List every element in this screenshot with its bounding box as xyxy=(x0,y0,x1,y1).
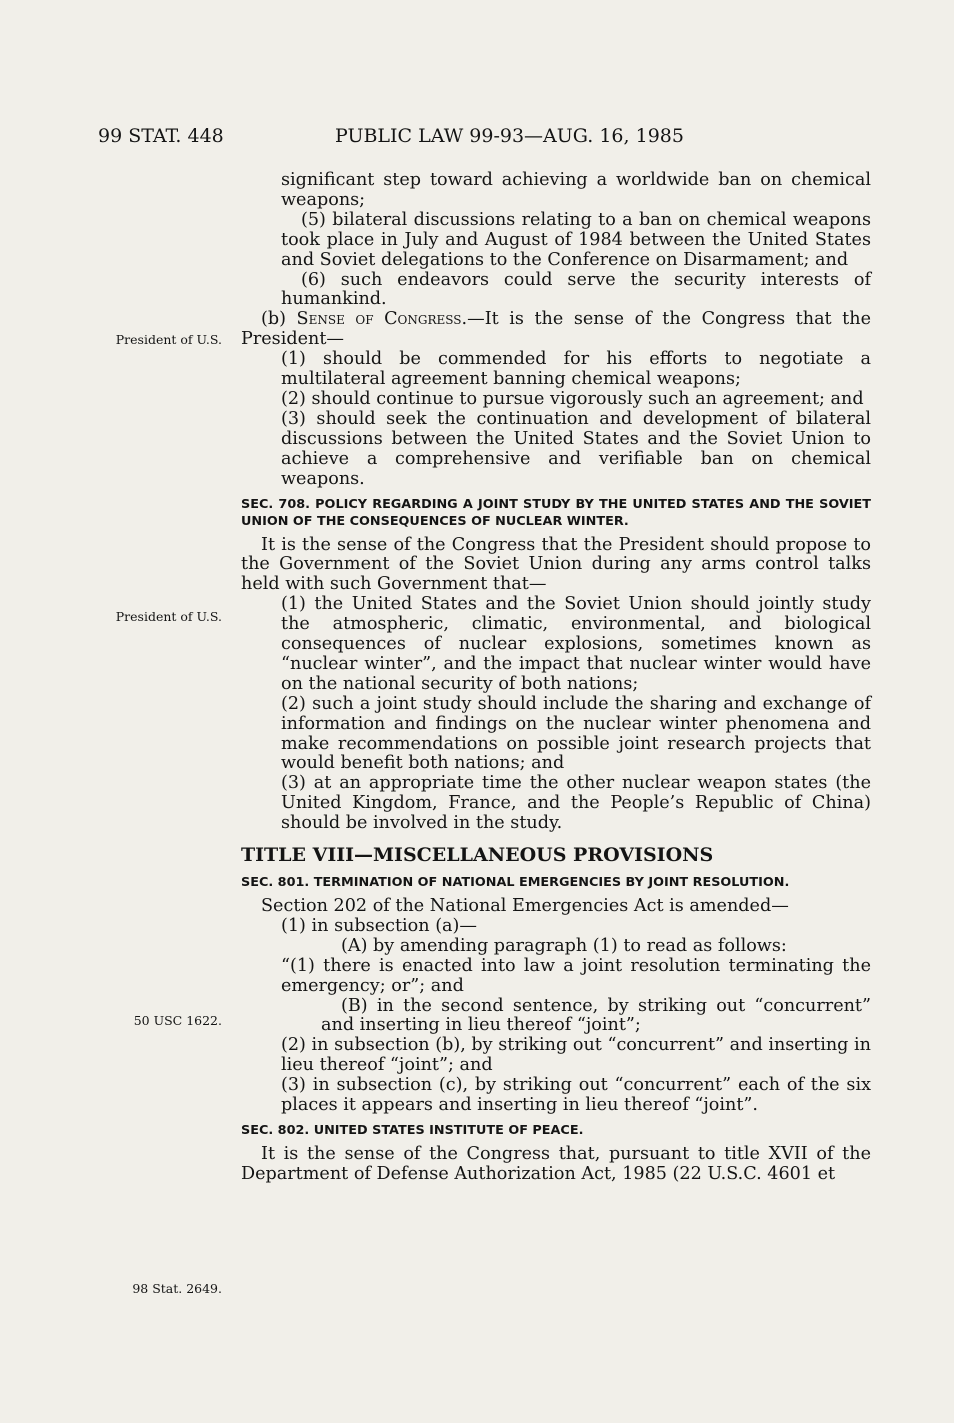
running-header: PUBLIC LAW 99-93—AUG. 16, 1985 xyxy=(335,125,684,147)
paragraph: (2) should continue to pursue vigorously such an agreement; and xyxy=(281,388,864,409)
margin-note: 50 USC 1622. xyxy=(133,1013,222,1028)
paragraph: (3) at an appropriate time the other nuclear weapon states (the United Kingdom, France, and the People’s Republic of China) should be involved in the study. xyxy=(281,773,871,834)
subsection-label: (b) xyxy=(261,309,297,330)
section-heading: SEC. 708. POLICY REGARDING A JOINT STUDY BY THE UNITED STATES AND THE SOVIET UNION OF THE CONSEQUENCES OF NUCLEAR WINTER. xyxy=(241,496,871,529)
subsection-text: .—It is the sense of the Congress that the President— xyxy=(241,309,871,350)
paragraph: (6) such endeavors could serve the security interests of humankind. xyxy=(281,269,871,310)
margin-note: President of U.S. xyxy=(115,609,222,624)
paragraph: (B) in the second sentence, by striking out “concurrent” and inserting in lieu thereof “joint”; xyxy=(321,995,871,1036)
paragraph: Section 202 of the National Emergencies Act is amended— xyxy=(261,896,789,916)
paragraph: It is the sense of the Congress that the President should propose to the Government of the Soviet Union during any arms control talks held with such Government that— xyxy=(241,534,871,595)
section-heading: SEC. 801. TERMINATION OF NATIONAL EMERGENCIES BY JOINT RESOLUTION. xyxy=(241,875,790,890)
paragraph: (A) by amending paragraph (1) to read as follows: xyxy=(341,935,787,956)
title-heading: TITLE VIII—MISCELLANEOUS PROVISIONS xyxy=(241,844,714,867)
subsection-heading: Sense of Congress xyxy=(296,309,462,330)
subsection-b xyxy=(241,310,871,350)
page-stat-citation: 99 STAT. 448 xyxy=(98,125,224,147)
paragraph: (3) should seek the continuation and development of bilateral discussions between the United States and the Soviet Union to achieve a comprehensive and verifiable ban on chemical weapons. xyxy=(281,408,871,489)
paragraph: (2) in subsection (b), by striking out “concurrent” and inserting in lieu thereof “joint”; and xyxy=(281,1035,871,1076)
paragraph: (1) in subsection (a)— xyxy=(281,915,478,936)
paragraph: (1) the United States and the Soviet Union should jointly study the atmospheric, climatic, environmental, and biological consequences of nuclear explosions, sometimes known as “nuclear winter”, and the impact that nuclear winter would have on the national security of both nations; xyxy=(281,594,871,694)
section-heading: SEC. 802. UNITED STATES INSTITUTE OF PEACE. xyxy=(241,1122,584,1138)
margin-note: 98 Stat. 2649. xyxy=(132,1281,222,1296)
paragraph: “(1) there is enacted into law a joint resolution terminating the emergency; or”; and xyxy=(281,955,871,996)
paragraph: significant step toward achieving a worldwide ban on chemical weapons; xyxy=(281,170,871,210)
paragraph: It is the sense of the Congress that, pursuant to title XVII of the Department of Defense Authorization Act, 1985 (22 U.S.C. 4601 et xyxy=(241,1143,871,1184)
margin-note: President of U.S. xyxy=(115,332,222,347)
paragraph: (3) in subsection (c), by striking out “concurrent” each of the six places it appears and inserting in lieu thereof “joint”. xyxy=(281,1075,871,1116)
body-text xyxy=(241,171,871,1185)
paragraph: (5) bilateral discussions relating to a ban on chemical weapons took place in July and August of 1984 between the United States and Soviet delegations to the Conference on Disarmament; and xyxy=(281,209,871,270)
paragraph: (1) should be commended for his efforts to negotiate a multilateral agreement banning chemical weapons; xyxy=(281,349,871,390)
paragraph: (2) such a joint study should include the sharing and exchange of information and findings on the nuclear winter phenomena and make recommendations on possible joint research projects that would benefit both nations; and xyxy=(281,693,871,774)
